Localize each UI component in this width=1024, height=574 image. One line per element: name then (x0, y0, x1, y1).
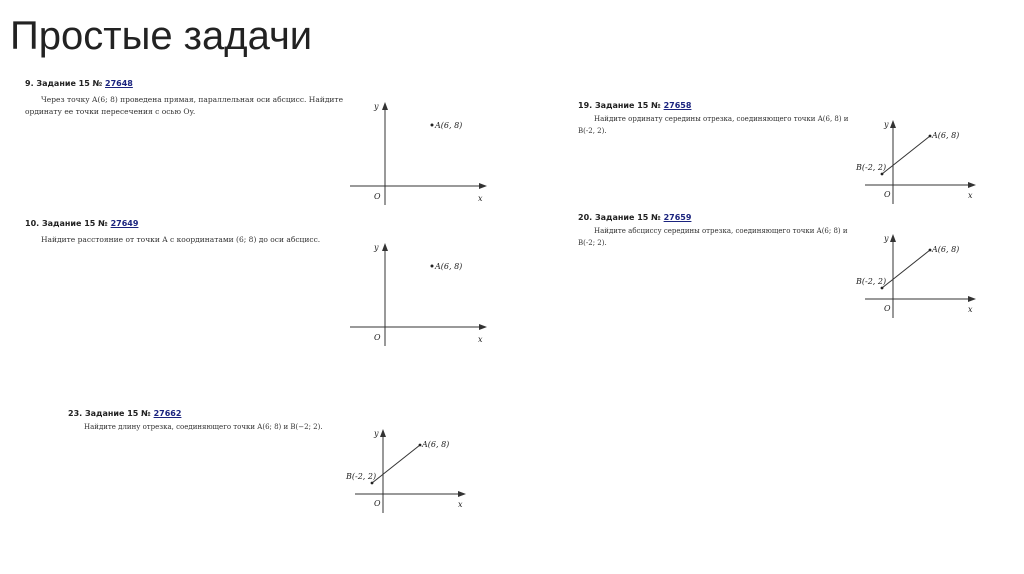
point-a-label: A(6, 8) (932, 131, 960, 140)
y-axis-label: y (374, 102, 379, 111)
x-axis-label: x (458, 500, 463, 509)
problem-number: 9. Задание 15 № (25, 79, 103, 88)
x-axis-label: x (968, 305, 973, 314)
point-a (419, 444, 422, 447)
point-b-label: B(-2, 2) (346, 472, 377, 481)
problem-10-header (25, 219, 138, 228)
segment-ab (882, 136, 930, 174)
y-axis-arrow-icon (380, 429, 386, 437)
problem-23-header (68, 409, 181, 418)
y-axis-arrow-icon (890, 120, 896, 128)
point-a (929, 135, 932, 138)
problem-number: 19. Задание 15 № (578, 101, 661, 110)
problem-19-header (578, 101, 691, 110)
x-axis-arrow-icon (968, 296, 976, 302)
point-a-label: A(6, 8) (422, 440, 450, 449)
point-a (929, 249, 932, 252)
problem-text: Найдите абсциссу середины отрезка, соединяющего точки A(6; 8) и B(-2; 2). (578, 227, 848, 247)
problem-link-27658[interactable]: 27658 (663, 101, 692, 110)
x-axis-arrow-icon (479, 324, 487, 330)
origin-label: O (884, 190, 891, 199)
problem-link-27649[interactable]: 27649 (110, 219, 139, 228)
problem-text: Найдите ординату середины отрезка, соединяющего точки A(6, 8) и B(-2, 2). (578, 115, 849, 135)
problem-10-text (25, 234, 345, 246)
y-axis-arrow-icon (382, 102, 388, 110)
x-axis-label: x (968, 191, 973, 200)
problem-text: Найдите расстояние от точки A с координатами (6; 8) до оси абсцисс. (41, 235, 321, 244)
problem-23-graph (340, 427, 470, 517)
x-axis-arrow-icon (479, 183, 487, 189)
point-a-label: A(6, 8) (435, 262, 463, 271)
x-axis-label: x (478, 194, 483, 203)
problem-number: 23. Задание 15 № (68, 409, 151, 418)
y-axis-label: y (374, 429, 379, 438)
point-b (881, 173, 884, 176)
origin-label: O (374, 333, 381, 342)
problem-link-27659[interactable]: 27659 (663, 213, 692, 222)
problem-text: Через точку A(6; 8) проведена прямая, параллельная оси абсцисс. Найдите ординату ее точки пересечения с осью Oy. (25, 95, 344, 116)
origin-label: O (374, 192, 381, 201)
problem-20-text (578, 225, 853, 249)
point-b (371, 482, 374, 485)
slide-title: Простые задачи (10, 14, 313, 58)
problem-9-text (25, 94, 345, 118)
problem-link-27648[interactable]: 27648 (105, 79, 133, 88)
problem-number: 10. Задание 15 № (25, 219, 108, 228)
y-axis-arrow-icon (382, 243, 388, 251)
problem-19-graph (850, 118, 980, 208)
problem-20-header (578, 213, 691, 222)
problem-23-text (68, 421, 368, 433)
point-a (431, 124, 434, 127)
problem-9-header (25, 79, 133, 88)
x-axis-arrow-icon (968, 182, 976, 188)
segment-ab (882, 250, 930, 288)
origin-label: O (374, 499, 381, 508)
origin-label: O (884, 304, 891, 313)
problem-10-graph (350, 241, 490, 346)
point-b-label: B(-2, 2) (856, 277, 887, 286)
x-axis-label: x (478, 335, 483, 344)
problem-19-text (578, 113, 853, 137)
point-a-label: A(6, 8) (932, 245, 960, 254)
point-b (881, 287, 884, 290)
point-a (431, 265, 434, 268)
problem-20-graph (850, 232, 980, 322)
y-axis-label: y (374, 243, 379, 252)
y-axis-label: y (884, 234, 889, 243)
point-b-label: B(-2, 2) (856, 163, 887, 172)
problem-number: 20. Задание 15 № (578, 213, 661, 222)
problem-9-graph (350, 100, 490, 205)
y-axis-arrow-icon (890, 234, 896, 242)
x-axis-arrow-icon (458, 491, 466, 497)
point-a-label: A(6, 8) (435, 121, 463, 130)
segment-ab (372, 445, 420, 483)
y-axis-label: y (884, 120, 889, 129)
problem-text: Найдите длину отрезка, соединяющего точки A(6; 8) и B(−2; 2). (84, 423, 323, 431)
problem-link-27662[interactable]: 27662 (153, 409, 182, 418)
